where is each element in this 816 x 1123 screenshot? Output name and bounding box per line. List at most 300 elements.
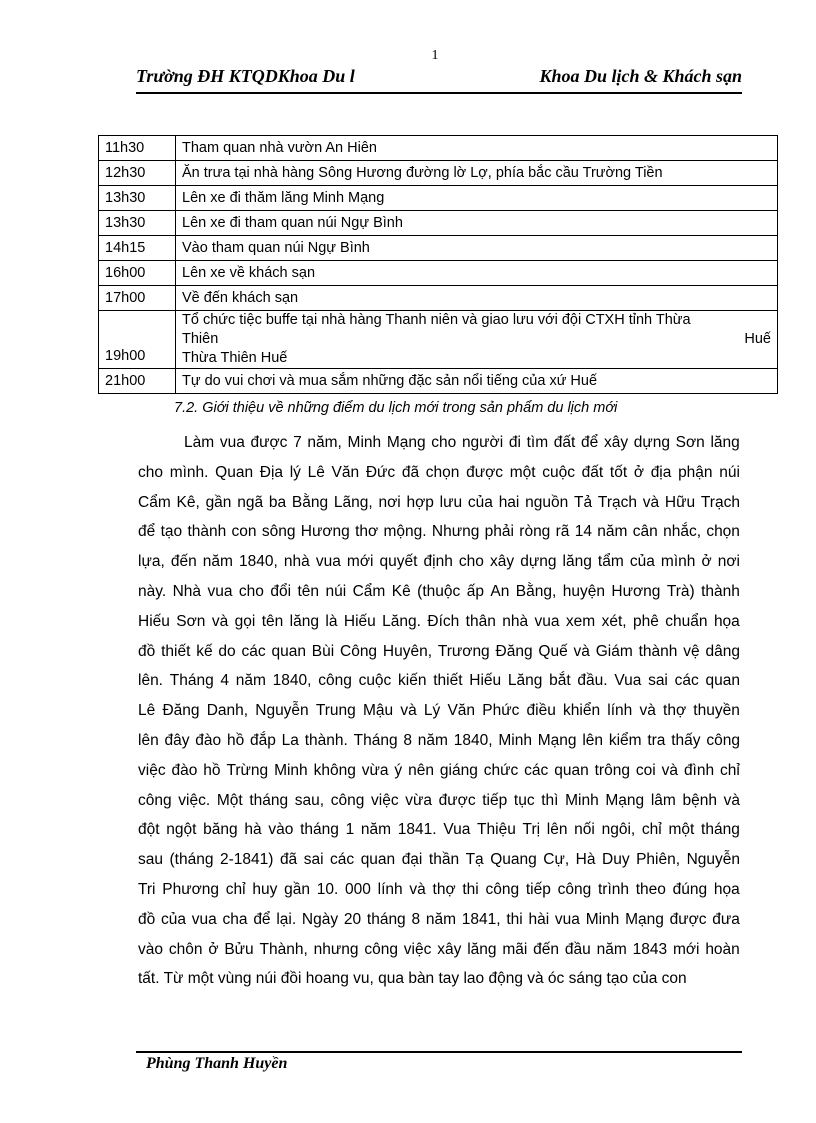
word: gần (205, 493, 232, 511)
word: và (642, 493, 660, 511)
paragraph-line (138, 696, 740, 726)
word: Kê, (176, 493, 200, 511)
time-cell: 19h00 (99, 311, 176, 369)
word: Trà) (666, 582, 695, 600)
word: Phức (482, 702, 520, 720)
word: cha (222, 910, 248, 928)
word: được (669, 910, 707, 928)
word: đã (279, 851, 298, 869)
word: công (485, 880, 520, 898)
word: Hà (575, 851, 596, 869)
word: cho (238, 582, 264, 600)
word: Mạng (386, 434, 426, 451)
word: 1840, (272, 672, 312, 690)
paragraph-line (138, 428, 740, 458)
word: mộng. (383, 523, 427, 541)
activity-cell: Tham quan nhà vườn An Hiên (176, 136, 778, 161)
word: đắp (250, 731, 276, 749)
word: sai (303, 851, 324, 869)
word: lại. (276, 910, 297, 928)
word: gọi (234, 612, 256, 630)
word: đồ (138, 642, 156, 660)
word: lính (607, 702, 633, 720)
word: thợ (663, 702, 687, 720)
word: lâm (650, 791, 676, 809)
word: huyện (562, 582, 605, 600)
word: đây (164, 731, 190, 749)
word: để (138, 523, 156, 541)
word: tiếp (482, 791, 508, 809)
time-cell: 21h00 (99, 369, 176, 394)
word: của (629, 553, 655, 571)
word: Nhưng (431, 523, 480, 541)
word: việc (138, 761, 166, 779)
word: họa (713, 880, 740, 898)
activity-line: Thừa Thiên Huế (182, 350, 288, 366)
word: vua (219, 434, 245, 451)
paragraph-line (138, 547, 740, 577)
word: cho (431, 434, 457, 451)
word: Công (340, 642, 378, 660)
word: hồ (226, 731, 245, 749)
word: chuẩn (665, 612, 708, 630)
word: tên (297, 582, 320, 600)
schedule-table (98, 135, 778, 394)
word: Minh (565, 791, 599, 809)
word: đúng (672, 880, 708, 898)
word: thi (462, 880, 479, 898)
word: Trương (437, 642, 490, 660)
word: 20 (343, 910, 362, 928)
word: đầu (564, 940, 591, 958)
word: Minh (347, 434, 382, 451)
word: nhưng (313, 940, 359, 958)
word: lính (377, 880, 403, 898)
word: Sơn (675, 434, 705, 451)
word: đồ (138, 910, 156, 928)
word: hà (244, 821, 262, 839)
activity-cell (176, 311, 778, 369)
paragraph-line (138, 666, 740, 696)
word: Lãng, (333, 493, 373, 511)
word: và (639, 702, 656, 720)
word: 10. (316, 880, 339, 898)
word: sau, (294, 791, 325, 809)
word: thấy (671, 731, 701, 749)
word: nơi (378, 493, 401, 511)
word: Mậu (362, 702, 394, 720)
word: tháng (249, 791, 289, 809)
word: quan (360, 851, 396, 869)
word: dâng (705, 642, 740, 660)
word: đến (170, 553, 197, 571)
word: đến (533, 940, 560, 958)
word: xét, (601, 612, 627, 630)
table-row (99, 186, 778, 211)
word: vừa (405, 791, 432, 809)
word: được (438, 791, 476, 809)
word: này. (138, 582, 167, 600)
word: ý (394, 761, 403, 779)
word: Quế (538, 642, 568, 660)
word: ngã (237, 493, 264, 511)
word: Cự, (543, 851, 570, 869)
word: chỉ (720, 761, 740, 779)
paragraph-line (138, 756, 740, 786)
word: Văn (447, 702, 476, 720)
word: lý (289, 463, 301, 481)
footer-author: Phùng Thanh Huyền (146, 1055, 288, 1072)
word: xây (437, 940, 462, 958)
word: để (253, 910, 271, 928)
word: Tạ (465, 851, 484, 869)
word: xem (565, 612, 596, 630)
word: nhà (502, 612, 529, 630)
word: Đăng (495, 642, 533, 660)
word: gần (284, 880, 310, 898)
word: điều (526, 702, 556, 720)
activity-line (182, 330, 771, 349)
table-row (99, 369, 778, 394)
word: hợp (406, 493, 434, 511)
word: 1841, (461, 910, 501, 928)
word: 1841. (397, 821, 437, 839)
word: nối (574, 821, 595, 839)
word: hoàn (705, 940, 740, 958)
word: chọn (706, 523, 740, 541)
word: ba (268, 493, 287, 511)
table-row (99, 311, 778, 369)
word: coi (635, 761, 656, 779)
word: cho (458, 553, 484, 571)
section-title: 7.2. Giới thiệu về những điểm du lịch mới trong sản phẩm du lịch mới (174, 400, 618, 416)
time-cell: 14h15 (99, 236, 176, 261)
word: công (330, 791, 365, 809)
word: của (161, 910, 187, 928)
word: và (400, 702, 417, 720)
word: việc (371, 791, 399, 809)
word: vệ (683, 642, 700, 660)
word: đổi (270, 582, 292, 600)
word: một (509, 463, 536, 481)
word: đất (553, 434, 576, 451)
word: vua (207, 582, 233, 600)
word: Bửu (224, 940, 254, 958)
header-left-text: Trường ĐH KTQDKhoa Du l (136, 66, 355, 86)
word: vừa (361, 761, 389, 779)
word: việc. (178, 791, 211, 809)
word: kiểm (608, 731, 642, 749)
word: năm (597, 523, 628, 541)
word: chọn (425, 463, 460, 481)
word: núi (325, 582, 347, 600)
word: Tháng (169, 672, 214, 690)
activity-word: Thiên (182, 331, 219, 347)
word: Trừng (226, 761, 269, 779)
word: phải (484, 523, 514, 541)
word: đào (171, 761, 198, 779)
word: Mạng (537, 731, 577, 749)
word: ở (208, 940, 219, 958)
word: Hiếu (343, 612, 376, 630)
word: lên (582, 731, 604, 749)
word: để (581, 434, 599, 451)
word: chức (483, 761, 519, 779)
word: Trạch (597, 493, 637, 511)
word: tiếp (525, 880, 551, 898)
word: kiến (398, 672, 427, 690)
header-right-text: Khoa Du lịch & Khách sạn (539, 66, 742, 86)
table-row (99, 161, 778, 186)
word: thợ (432, 880, 456, 898)
table-row (99, 236, 778, 261)
word: được (466, 463, 503, 481)
word: vào (138, 940, 163, 958)
word: Tri (138, 880, 156, 898)
word: và (211, 612, 229, 630)
word: năm (235, 672, 266, 690)
word: thuyền (693, 702, 740, 720)
word: chỉ (641, 821, 662, 839)
word: công (706, 731, 740, 749)
word: Sơn (176, 612, 206, 630)
word: Tả (574, 493, 593, 511)
word: Văn (331, 463, 360, 481)
word: Hữu (664, 493, 696, 511)
word: băng (203, 821, 238, 839)
word: Vua (443, 821, 471, 839)
paragraph-line (138, 845, 740, 875)
time-cell: 13h30 (99, 211, 176, 236)
word: Một (216, 791, 243, 809)
word: Minh (585, 910, 620, 928)
word: ngôi, (601, 821, 636, 839)
word: Trị (522, 821, 541, 839)
word: mình. (169, 463, 209, 481)
word: ở (633, 463, 644, 481)
paragraph-line: tất. Từ một vùng núi đồi hoang vu, qua bàn tay lao động và óc sáng tạo của con (138, 970, 687, 988)
word: Nguyễn (686, 851, 740, 869)
body-paragraph (138, 428, 740, 994)
word: phê (633, 612, 659, 630)
word: sai (648, 672, 668, 690)
word: lăng (289, 612, 319, 630)
paragraph-line (138, 875, 740, 905)
word: bệnh (682, 791, 717, 809)
word: và (409, 880, 426, 898)
word: Vua (614, 672, 642, 690)
word: giáng (439, 761, 478, 779)
table-row (99, 211, 778, 236)
word: tháng (300, 821, 339, 839)
word: dựng (633, 434, 670, 451)
word: tra (647, 731, 666, 749)
word: mới (346, 553, 374, 571)
word: Làm (184, 434, 215, 451)
word: tháng (701, 821, 740, 839)
word: 000 (345, 880, 371, 898)
paragraph-line (138, 488, 740, 518)
word: dựng (520, 553, 557, 571)
word: thì (541, 791, 559, 809)
word: lăng (710, 434, 740, 451)
word: huy (252, 880, 278, 898)
activity-line: Tổ chức tiệc buffe tại nhà hàng Thanh niên và giao lưu với đội CTXH tỉnh Thừa (182, 312, 691, 328)
word: đào (195, 731, 222, 749)
word: Thiệu (477, 821, 516, 839)
word: Phương (162, 880, 219, 898)
word: Kê (391, 582, 411, 600)
word: mình (660, 553, 696, 571)
word: Phiên, (636, 851, 681, 869)
word: Bằng (291, 493, 329, 511)
word: xây (490, 553, 515, 571)
word: nhà (283, 553, 310, 571)
word: Quang (490, 851, 537, 869)
word: cho (138, 463, 163, 481)
page-header (136, 66, 742, 94)
word: Lê (307, 463, 325, 481)
word: người (461, 434, 504, 451)
word: khiển (563, 702, 601, 720)
word: Bùi (311, 642, 335, 660)
word: (tháng (169, 851, 214, 869)
word: vua (315, 553, 341, 571)
word: thiết (161, 642, 191, 660)
word: ấp (466, 582, 484, 600)
paragraph-line (138, 607, 740, 637)
word: cân (632, 523, 658, 541)
word: một (668, 821, 695, 839)
paragraph-line (138, 905, 740, 935)
word: trông (594, 761, 630, 779)
paragraph-line (138, 577, 740, 607)
word: ròng (519, 523, 551, 541)
word: La (281, 731, 299, 749)
word: thi (506, 910, 523, 928)
word: mới (672, 940, 700, 958)
word: vua (534, 612, 560, 630)
word: họa (713, 612, 740, 630)
word: thơ (355, 523, 379, 541)
word: An (490, 582, 510, 600)
word: thần (428, 851, 460, 869)
word: 8 (411, 910, 421, 928)
word: 8 (403, 731, 412, 749)
word: Cẩm (138, 493, 171, 511)
word: tạo (160, 523, 183, 541)
word: và (661, 761, 679, 779)
paragraph-line (138, 637, 740, 667)
table-row (99, 261, 778, 286)
word: Danh, (206, 702, 249, 720)
word: lên. (138, 672, 163, 690)
word: Lê (138, 702, 156, 720)
word: Lăng. (382, 612, 421, 630)
paragraph-line (138, 458, 740, 488)
word: quan (271, 642, 306, 660)
word: kế (196, 642, 213, 660)
word: thành (187, 523, 227, 541)
word: rã (555, 523, 570, 541)
word: và (723, 791, 740, 809)
word: 7 (293, 434, 302, 451)
word: Nhà (172, 582, 202, 600)
word: (thuộc (417, 582, 461, 600)
word: phận (678, 463, 713, 481)
word: lăng (562, 553, 592, 571)
word: tục (513, 791, 535, 809)
word: đi (508, 434, 521, 451)
word: 1840, (453, 731, 493, 749)
word: Hương (611, 582, 661, 600)
word: Ngày (301, 910, 339, 928)
word: quan (554, 761, 589, 779)
activity-cell: Lên xe đi tham quan núi Ngự Bình (176, 211, 778, 236)
word: các (674, 672, 699, 690)
word: năm (360, 821, 392, 839)
word: Duy (602, 851, 630, 869)
word: 1840, (239, 553, 278, 571)
word: năm (417, 731, 448, 749)
word: 1843 (632, 940, 668, 958)
word: đất (581, 463, 604, 481)
word: con (231, 523, 257, 541)
footer-rule (136, 1051, 742, 1053)
table-row (99, 286, 778, 311)
word: công (318, 672, 352, 690)
page-number: 1 (431, 48, 439, 63)
paragraph-line (138, 815, 740, 845)
word: Mạng (605, 791, 645, 809)
word: các (330, 851, 355, 869)
word: vào (268, 821, 294, 839)
word: xây (603, 434, 629, 451)
word: của (467, 493, 493, 511)
word: việc (403, 940, 432, 958)
word: Cẩm (352, 582, 386, 600)
word: Lý (423, 702, 441, 720)
word: sông (261, 523, 296, 541)
word: năm, (307, 434, 342, 451)
word: Đích (427, 612, 460, 630)
word: và (573, 642, 590, 660)
word: lựa, (138, 553, 165, 571)
word: tốt (609, 463, 628, 481)
word: Địa (259, 463, 284, 481)
time-cell: 12h30 (99, 161, 176, 186)
word: lên (138, 731, 159, 749)
word: Minh (274, 761, 308, 779)
word: lăng (467, 940, 497, 958)
word: đại (401, 851, 423, 869)
word: tìm (526, 434, 549, 451)
word: cuộc (358, 672, 392, 690)
word: 4 (220, 672, 230, 690)
word: cuộc (542, 463, 575, 481)
word: sau (138, 851, 163, 869)
word: các (524, 761, 549, 779)
activity-cell: Vào tham quan núi Ngự Bình (176, 236, 778, 261)
word: thân (465, 612, 496, 630)
time-cell: 13h30 (99, 186, 176, 211)
activity-cell: Ăn trưa tại nhà hàng Sông Hương đường lờ Lợ, phía bắc cầu Trường Tiền (176, 161, 778, 186)
paragraph-line (138, 517, 740, 547)
word: Hương (300, 523, 350, 541)
word: ở (701, 553, 712, 571)
word: Đăng (162, 702, 200, 720)
word: công (557, 880, 592, 898)
